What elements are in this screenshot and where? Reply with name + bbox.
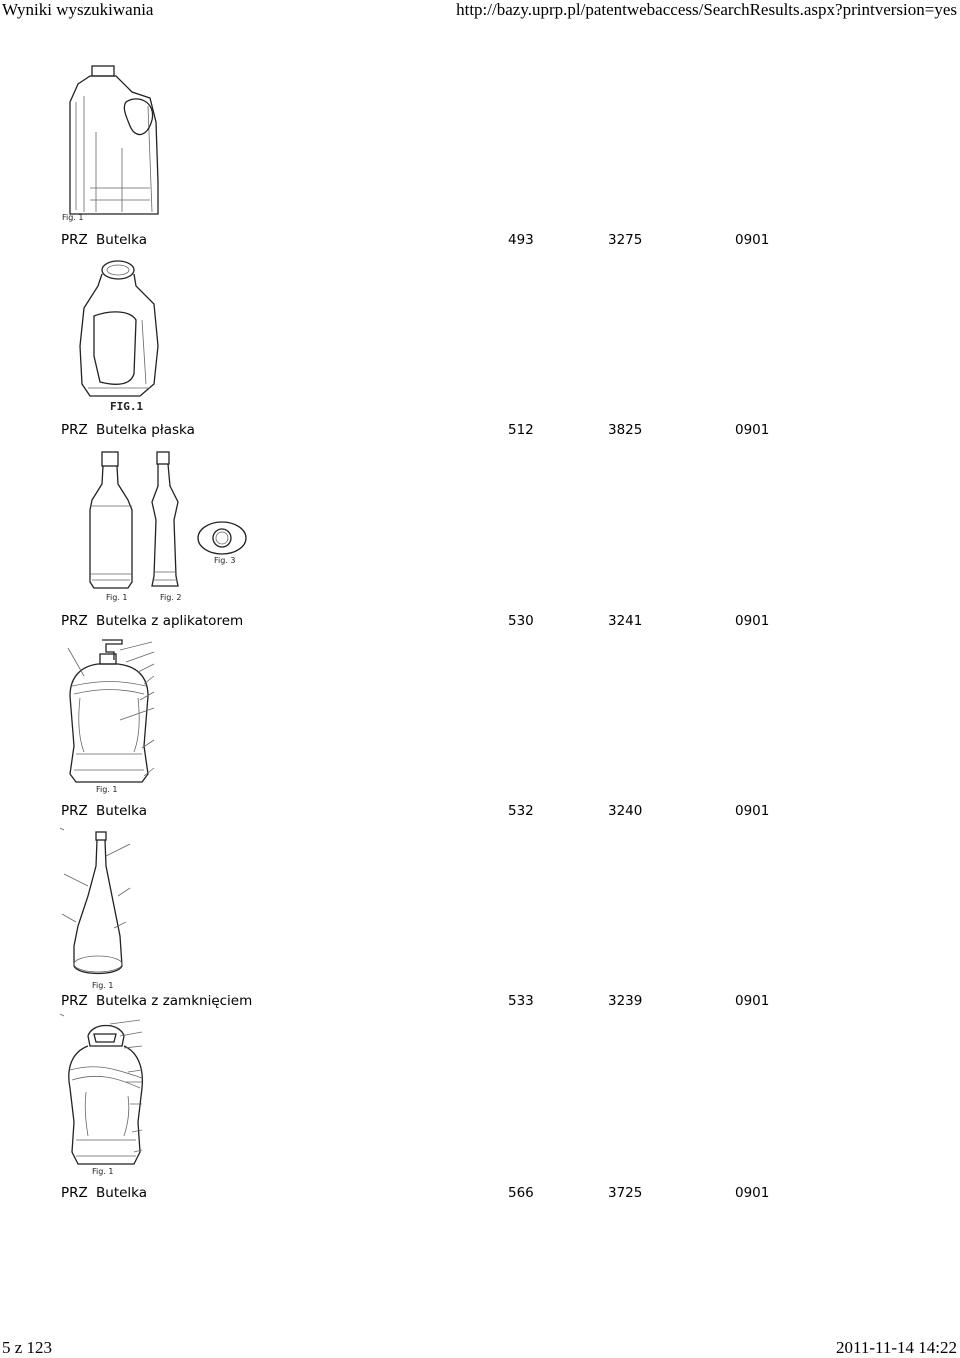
- result-image-3: [80, 450, 260, 605]
- result-type: PRZ: [61, 232, 88, 248]
- result-class: 0901: [735, 613, 770, 629]
- result-title[interactable]: Butelka płaska: [96, 422, 195, 438]
- result-image-1: [60, 62, 170, 222]
- result-image-4: [60, 636, 170, 796]
- result-reg-no: 3240: [608, 803, 643, 819]
- result-class: 0901: [735, 993, 770, 1009]
- result-number: 532: [508, 803, 534, 819]
- result-title[interactable]: Butelka: [96, 232, 148, 248]
- result-number: 530: [508, 613, 534, 629]
- result-class: 0901: [735, 422, 770, 438]
- result-title[interactable]: Butelka z aplikatorem: [96, 613, 244, 629]
- figure-caption: Fig. 1: [96, 785, 118, 794]
- result-type: PRZ: [61, 993, 88, 1009]
- result-type: PRZ: [61, 613, 88, 629]
- result-type: PRZ: [61, 422, 88, 438]
- page-header-url[interactable]: http://bazy.uprp.pl/patentwebaccess/SearchResults.aspx?printversion=yes: [456, 0, 957, 19]
- result-type: PRZ: [61, 803, 88, 819]
- result-title[interactable]: Butelka: [96, 803, 148, 819]
- result-reg-no: 3825: [608, 422, 643, 438]
- page-header-title: Wyniki wyszukiwania: [2, 0, 154, 19]
- figure-caption: Fig. 1: [92, 1167, 114, 1176]
- result-reg-no: 3239: [608, 993, 643, 1009]
- result-class: 0901: [735, 232, 770, 248]
- result-type: PRZ: [61, 1185, 88, 1201]
- result-reg-no: 3725: [608, 1185, 643, 1201]
- figure-caption: Fig. 2: [160, 593, 182, 602]
- result-number: 512: [508, 422, 534, 438]
- figure-caption: Fig. 1: [92, 981, 114, 990]
- result-number: 493: [508, 232, 534, 248]
- result-class: 0901: [735, 803, 770, 819]
- result-title[interactable]: Butelka z zamknięciem: [96, 993, 253, 1009]
- print-timestamp: 2011-11-14 14:22: [835, 1338, 957, 1357]
- result-image-5: [58, 826, 148, 990]
- result-reg-no: 3241: [608, 613, 643, 629]
- result-number: 533: [508, 993, 534, 1009]
- result-reg-no: 3275: [608, 232, 643, 248]
- figure-caption: FIG.1: [110, 400, 144, 413]
- page-counter: 5 z 123: [2, 1338, 53, 1357]
- result-number: 566: [508, 1185, 534, 1201]
- result-class: 0901: [735, 1185, 770, 1201]
- result-title[interactable]: Butelka: [96, 1185, 148, 1201]
- figure-caption: Fig. 3: [214, 556, 236, 565]
- result-image-6: [58, 1012, 158, 1178]
- figure-caption: Fig. 1: [62, 213, 84, 222]
- result-image-2: [70, 256, 170, 416]
- figure-caption: Fig. 1: [106, 593, 128, 602]
